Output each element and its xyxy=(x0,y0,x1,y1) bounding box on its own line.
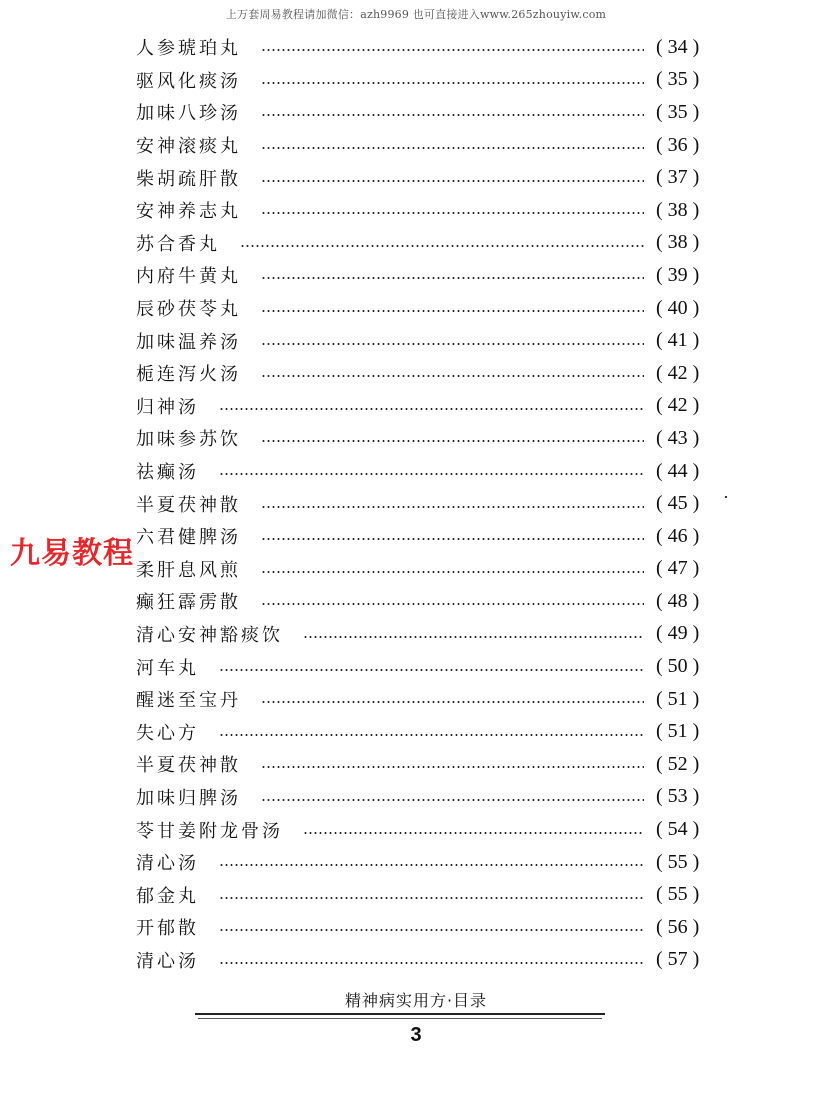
toc-entry-page: ( 50 ) xyxy=(656,655,700,678)
scan-speck xyxy=(725,496,727,498)
dot-leader xyxy=(261,440,644,442)
toc-entry-page: ( 42 ) xyxy=(656,394,700,417)
toc-entry-page: ( 36 ) xyxy=(656,133,700,156)
toc-entry-title: 驱风化痰汤 xyxy=(136,70,241,92)
toc-entry-title: 郁金丸 xyxy=(136,885,199,907)
table-of-contents xyxy=(136,31,716,976)
toc-entry-page: ( 40 ) xyxy=(656,296,700,319)
toc-entry-title: 六君健脾汤 xyxy=(136,527,241,549)
footer-divider xyxy=(195,1013,605,1015)
dot-leader xyxy=(219,897,644,899)
toc-entry-page: ( 44 ) xyxy=(656,459,700,482)
toc-entry-title: 栀连泻火汤 xyxy=(136,364,241,386)
dot-leader xyxy=(261,82,644,84)
toc-entry-title: 清心汤 xyxy=(136,853,199,875)
dot-leader xyxy=(261,701,644,703)
toc-entry xyxy=(136,650,716,683)
toc-entry xyxy=(136,813,716,846)
toc-entry-page: ( 56 ) xyxy=(656,915,700,938)
footer-divider-thin xyxy=(198,1018,602,1019)
toc-entry xyxy=(136,259,716,292)
toc-entry xyxy=(136,715,716,748)
toc-entry xyxy=(136,357,716,390)
toc-entry xyxy=(136,585,716,618)
toc-entry-page: ( 35 ) xyxy=(656,68,700,91)
toc-entry xyxy=(136,422,716,455)
dot-leader xyxy=(261,212,644,214)
toc-entry-page: ( 37 ) xyxy=(656,166,700,189)
toc-entry-title: 半夏茯神散 xyxy=(136,494,241,516)
toc-entry xyxy=(136,748,716,781)
toc-entry xyxy=(136,944,716,977)
toc-entry-title: 祛癫汤 xyxy=(136,462,199,484)
dot-leader xyxy=(240,245,644,247)
toc-entry xyxy=(136,911,716,944)
dot-leader xyxy=(261,49,644,51)
toc-entry xyxy=(136,31,716,64)
toc-entry-title: 癫狂霹雳散 xyxy=(136,592,241,614)
toc-entry xyxy=(136,878,716,911)
toc-entry-title: 河车丸 xyxy=(136,657,199,679)
dot-leader xyxy=(219,864,644,866)
toc-entry xyxy=(136,161,716,194)
page-number: 3 xyxy=(410,1024,422,1046)
dot-leader xyxy=(219,734,644,736)
dot-leader xyxy=(261,375,644,377)
dot-leader xyxy=(219,962,644,964)
toc-entry-page: ( 39 ) xyxy=(656,263,700,286)
toc-entry-title: 安神滚痰丸 xyxy=(136,136,241,158)
dot-leader xyxy=(219,473,644,475)
toc-entry xyxy=(136,324,716,357)
toc-entry-page: ( 41 ) xyxy=(656,329,700,352)
dot-leader xyxy=(303,636,644,638)
toc-entry-title: 开郁散 xyxy=(136,918,199,940)
toc-entry xyxy=(136,96,716,129)
toc-entry-title: 清心汤 xyxy=(136,950,199,972)
toc-entry-title: 柔肝息风煎 xyxy=(136,559,241,581)
toc-entry-page: ( 51 ) xyxy=(656,720,700,743)
toc-entry-page: ( 57 ) xyxy=(656,948,700,971)
toc-entry-title: 清心安神豁痰饮 xyxy=(136,624,283,646)
toc-entry-page: ( 52 ) xyxy=(656,752,700,775)
toc-entry xyxy=(136,618,716,651)
dot-leader xyxy=(261,277,644,279)
toc-entry-page: ( 38 ) xyxy=(656,198,700,221)
dot-leader xyxy=(261,538,644,540)
toc-entry-title: 加味八珍汤 xyxy=(136,103,241,125)
dot-leader xyxy=(303,832,644,834)
toc-entry-page: ( 49 ) xyxy=(656,622,700,645)
toc-entry-page: ( 38 ) xyxy=(656,231,700,254)
dot-leader xyxy=(261,180,644,182)
toc-entry xyxy=(136,292,716,325)
toc-entry-title: 内府牛黄丸 xyxy=(136,266,241,288)
toc-entry-page: ( 34 ) xyxy=(656,35,700,58)
toc-entry-page: ( 47 ) xyxy=(656,557,700,580)
toc-entry xyxy=(136,455,716,488)
dot-leader xyxy=(219,408,644,410)
toc-entry-page: ( 46 ) xyxy=(656,524,700,547)
dot-leader xyxy=(261,603,644,605)
toc-entry xyxy=(136,129,716,162)
toc-entry xyxy=(136,487,716,520)
toc-entry-page: ( 55 ) xyxy=(656,850,700,873)
toc-entry-page: ( 54 ) xyxy=(656,818,700,841)
toc-entry-title: 失心方 xyxy=(136,722,199,744)
toc-entry-title: 半夏茯神散 xyxy=(136,755,241,777)
toc-entry-title: 加味归脾汤 xyxy=(136,787,241,809)
toc-entry xyxy=(136,390,716,423)
dot-leader xyxy=(261,343,644,345)
toc-entry-page: ( 35 ) xyxy=(656,100,700,123)
toc-entry-page: ( 43 ) xyxy=(656,426,700,449)
toc-entry xyxy=(136,846,716,879)
header-watermark-text: 上万套周易教程请加微信：azh9969 也可直接进入www.265zhouyiw.com xyxy=(225,8,607,21)
toc-entry-title: 归神汤 xyxy=(136,396,199,418)
dot-leader xyxy=(261,147,644,149)
dot-leader xyxy=(219,929,644,931)
toc-entry-title: 加味参苏饮 xyxy=(136,429,241,451)
toc-entry-title: 加味温养汤 xyxy=(136,331,241,353)
dot-leader xyxy=(261,766,644,768)
toc-entry xyxy=(136,553,716,586)
toc-entry-title: 苓甘姜附龙骨汤 xyxy=(136,820,283,842)
toc-entry xyxy=(136,520,716,553)
footer-book-title: 精神病实用方·目录 xyxy=(344,991,488,1010)
dot-leader xyxy=(261,799,644,801)
toc-entry xyxy=(136,194,716,227)
toc-entry-title: 醒迷至宝丹 xyxy=(136,690,241,712)
toc-entry xyxy=(136,64,716,97)
toc-entry-page: ( 53 ) xyxy=(656,785,700,808)
toc-entry xyxy=(136,227,716,260)
toc-entry xyxy=(136,781,716,814)
toc-entry-title: 辰砂茯苓丸 xyxy=(136,299,241,321)
toc-entry-title: 人参琥珀丸 xyxy=(136,38,241,60)
toc-entry-page: ( 55 ) xyxy=(656,883,700,906)
dot-leader xyxy=(219,669,644,671)
toc-entry-page: ( 48 ) xyxy=(656,589,700,612)
toc-entry xyxy=(136,683,716,716)
dot-leader xyxy=(261,571,644,573)
dot-leader xyxy=(261,506,644,508)
dot-leader xyxy=(261,114,644,116)
toc-entry-title: 柴胡疏肝散 xyxy=(136,168,241,190)
dot-leader xyxy=(261,310,644,312)
toc-entry-page: ( 51 ) xyxy=(656,687,700,710)
toc-entry-title: 苏合香丸 xyxy=(136,233,220,255)
watermark-logo: 九易教程 xyxy=(10,536,134,571)
toc-entry-page: ( 45 ) xyxy=(656,492,700,515)
toc-entry-title: 安神养志丸 xyxy=(136,201,241,223)
toc-entry-page: ( 42 ) xyxy=(656,361,700,384)
